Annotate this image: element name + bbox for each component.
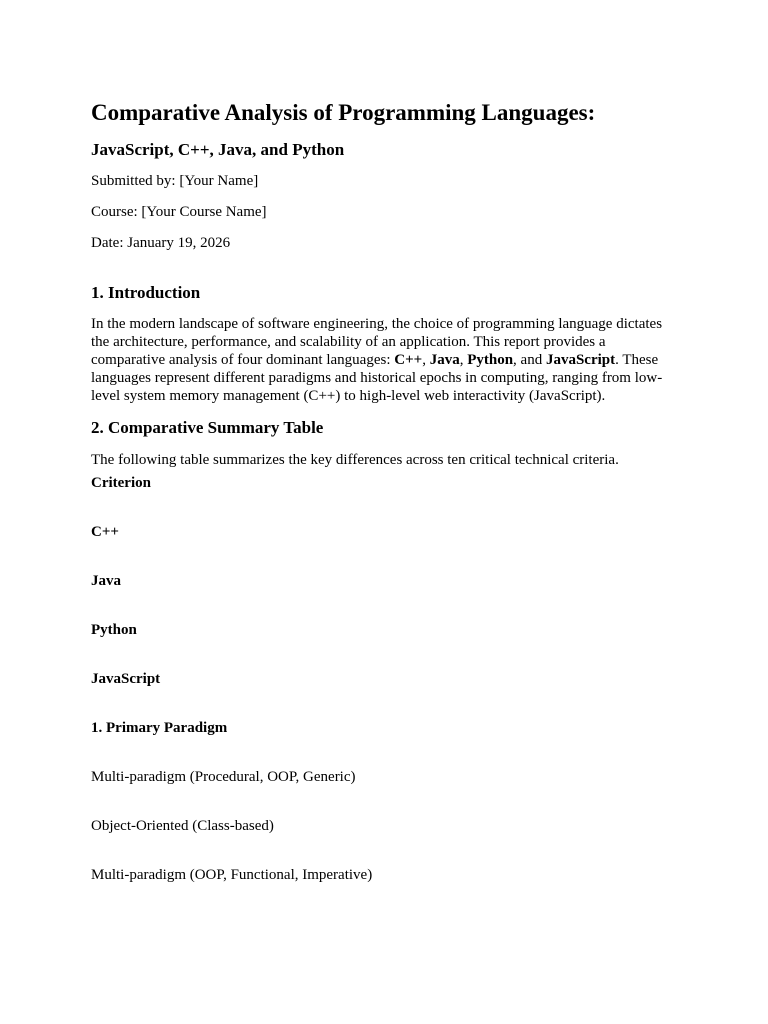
table-header-javascript: JavaScript: [91, 671, 161, 687]
intro-lang-cpp: C++: [394, 352, 423, 368]
table-cell-python: Multi-paradigm (OOP, Functional, Imperative): [91, 867, 373, 883]
introduction-paragraph: [91, 315, 676, 405]
intro-lang-python: Python: [467, 352, 514, 368]
intro-lang-java: Java: [429, 352, 460, 368]
summary-table-heading: 2. Comparative Summary Table: [91, 418, 324, 437]
summary-table-intro: The following table summarizes the key differences across ten critical technical criteria.: [91, 452, 619, 468]
intro-sep-1: ,: [422, 352, 430, 368]
table-header-python: Python: [91, 622, 137, 638]
document-title: Comparative Analysis of Programming Languages:: [91, 100, 596, 125]
intro-sep-2: ,: [459, 352, 468, 368]
table-cell-cpp: Multi-paradigm (Procedural, OOP, Generic): [91, 769, 356, 785]
introduction-heading: 1. Introduction: [91, 283, 201, 302]
table-header-cpp: C++: [91, 524, 119, 540]
table-header-criterion: Criterion: [91, 475, 151, 491]
course: Course: [Your Course Name]: [91, 204, 267, 220]
date: Date: January 19, 2026: [91, 235, 231, 251]
intro-text-2: . These languages represent different paradigms and historical epochs in computing, ranging from low-level system memory management (C++) to high-level web interactivity (JavaScript).: [91, 352, 663, 404]
intro-sep-3: , and: [513, 352, 546, 368]
intro-lang-javascript: JavaScript: [545, 352, 616, 368]
document-subtitle: JavaScript, C++, Java, and Python: [91, 140, 345, 159]
table-row-criterion: 1. Primary Paradigm: [91, 720, 228, 736]
intro-text-1: In the modern landscape of software engineering, the choice of programming language dictates the architecture, performance, and scalability of an application. This report provides a comparative analysis of four dominant languages:: [91, 316, 663, 368]
table-header-java: Java: [91, 573, 121, 589]
table-cell-java: Object-Oriented (Class-based): [91, 818, 274, 834]
submitted-by: Submitted by: [Your Name]: [91, 173, 259, 189]
